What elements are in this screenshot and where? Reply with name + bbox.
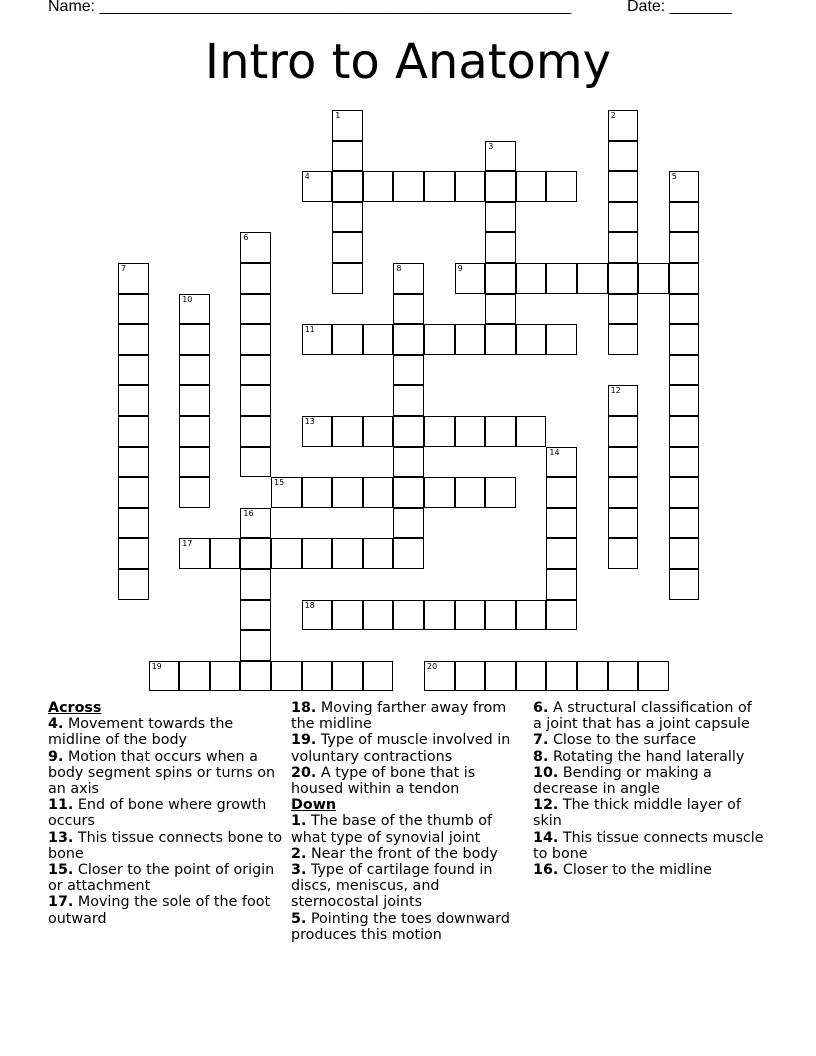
crossword-cell[interactable]	[179, 477, 210, 508]
crossword-cell[interactable]	[302, 600, 333, 631]
crossword-cell[interactable]	[516, 171, 547, 202]
crossword-cell[interactable]	[455, 416, 486, 447]
crossword-cell[interactable]	[669, 171, 700, 202]
clues-column-3	[533, 700, 765, 878]
crossword-cell[interactable]	[485, 477, 516, 508]
crossword-cell[interactable]	[118, 538, 149, 569]
clue-number-label: 16	[243, 508, 254, 518]
crossword-cell[interactable]	[485, 202, 516, 233]
clue-down-2: 2. Near the front of the body	[291, 845, 498, 862]
crossword-cell[interactable]	[332, 141, 363, 172]
crossword-cell[interactable]	[240, 508, 271, 539]
crossword-cell[interactable]	[240, 538, 271, 569]
page-title: Intro to Anatomy	[204, 34, 612, 90]
crossword-cell[interactable]	[302, 477, 333, 508]
crossword-cell[interactable]	[332, 232, 363, 263]
crossword-cell[interactable]	[516, 324, 547, 355]
crossword-cell[interactable]	[332, 324, 363, 355]
clue-number-label: 6	[243, 233, 249, 243]
clue-across-19: 19. Type of muscle involved in voluntary contractions	[291, 732, 511, 765]
clue-across-11: 11. End of bone where growth occurs	[48, 797, 267, 830]
crossword-cell[interactable]	[608, 508, 639, 539]
crossword-cell[interactable]	[608, 263, 639, 294]
crossword-cell[interactable]	[669, 416, 700, 447]
crossword-cell[interactable]	[669, 569, 700, 600]
crossword-cell[interactable]	[393, 385, 424, 416]
crossword-cell[interactable]	[516, 661, 547, 692]
clue-down-12: 12. The thick middle layer of skin	[533, 797, 741, 830]
clue-down-1: 1. The base of the thumb of what type of synovial joint	[291, 813, 493, 846]
crossword-cell[interactable]	[332, 538, 363, 569]
crossword-cell[interactable]	[393, 355, 424, 386]
crossword-cell[interactable]	[332, 600, 363, 631]
crossword-cell[interactable]	[393, 477, 424, 508]
crossword-cell[interactable]	[393, 324, 424, 355]
crossword-cell[interactable]	[546, 263, 577, 294]
clue-down-3: 3. Type of cartilage found in discs, meniscus, and sternocostal joints	[291, 862, 493, 911]
clue-down-5: 5. Pointing the toes downward produces this motion	[291, 910, 510, 943]
crossword-cell[interactable]	[485, 232, 516, 263]
crossword-cell[interactable]	[669, 355, 700, 386]
clue-number-label: 12	[610, 386, 621, 396]
crossword-cell[interactable]	[363, 600, 394, 631]
crossword-cell[interactable]	[669, 385, 700, 416]
clues-column-1	[48, 700, 284, 927]
crossword-cell[interactable]	[546, 600, 577, 631]
crossword-cell[interactable]	[608, 110, 639, 141]
crossword-cell[interactable]	[608, 477, 639, 508]
crossword-cell[interactable]	[577, 661, 608, 692]
crossword-cell[interactable]	[240, 385, 271, 416]
crossword-cell[interactable]	[608, 171, 639, 202]
crossword-cell[interactable]	[546, 569, 577, 600]
clue-down-14: 14. This tissue connects muscle to bone	[533, 829, 764, 862]
clue-across-13: 13. This tissue connects bone to bone	[48, 829, 283, 862]
crossword-cell[interactable]	[485, 141, 516, 172]
crossword-cell[interactable]	[271, 661, 302, 692]
crossword-cell[interactable]	[393, 171, 424, 202]
crossword-cell[interactable]	[332, 171, 363, 202]
crossword-cell[interactable]	[240, 569, 271, 600]
crossword-cell[interactable]	[393, 508, 424, 539]
clue-across-20: 20. A type of bone that is housed within a tendon	[291, 764, 476, 798]
crossword-cell[interactable]	[179, 447, 210, 478]
crossword-cell[interactable]	[393, 538, 424, 569]
crossword-cell[interactable]	[332, 202, 363, 233]
crossword-cell[interactable]	[669, 294, 700, 325]
clue-number-label: 14	[549, 447, 560, 457]
crossword-cell[interactable]	[240, 661, 271, 692]
crossword-cell[interactable]	[393, 600, 424, 631]
crossword-cell[interactable]	[332, 416, 363, 447]
crossword-cell[interactable]	[455, 171, 486, 202]
crossword-cell[interactable]	[485, 600, 516, 631]
crossword-cell[interactable]	[240, 355, 271, 386]
clue-number-label: 11	[304, 325, 315, 335]
crossword-cell[interactable]	[302, 171, 333, 202]
crossword-cell[interactable]	[240, 447, 271, 478]
crossword-cell[interactable]	[240, 416, 271, 447]
crossword-cell[interactable]	[240, 263, 271, 294]
crossword-cell[interactable]	[393, 263, 424, 294]
crossword-cell[interactable]	[332, 477, 363, 508]
clue-number-label: 13	[304, 417, 315, 426]
crossword-cell[interactable]	[577, 263, 608, 294]
crossword-cell[interactable]	[485, 263, 516, 294]
crossword-cell[interactable]	[608, 385, 639, 416]
crossword-cell[interactable]	[669, 202, 700, 233]
crossword-cell[interactable]	[608, 661, 639, 692]
crossword-cell[interactable]	[179, 416, 210, 447]
crossword-cell[interactable]	[210, 661, 241, 692]
crossword-cell[interactable]	[546, 661, 577, 692]
crossword-cell[interactable]	[240, 324, 271, 355]
clue-number-label: 3	[488, 141, 494, 151]
crossword-cell[interactable]	[455, 600, 486, 631]
crossword-cell[interactable]	[669, 477, 700, 508]
crossword-cell[interactable]	[118, 324, 149, 355]
name-field-line: Name: _____________________________________________________	[48, 0, 572, 15]
crossword-cell[interactable]	[363, 538, 394, 569]
crossword-cell[interactable]	[118, 508, 149, 539]
crossword-cell[interactable]	[424, 171, 455, 202]
crossword-cell[interactable]	[546, 508, 577, 539]
clue-number-label: 2	[610, 111, 616, 120]
crossword-cell[interactable]	[363, 324, 394, 355]
crossword-cell[interactable]	[424, 661, 455, 692]
crossword-cell[interactable]	[302, 661, 333, 692]
clue-number-label: 20	[427, 661, 438, 671]
crossword-cell[interactable]	[118, 385, 149, 416]
crossword-cell[interactable]	[485, 661, 516, 692]
clue-number-label: 5	[671, 172, 677, 182]
clue-down-8: 8. Rotating the hand laterally	[533, 748, 745, 765]
crossword-cell[interactable]	[210, 538, 241, 569]
crossword-cell[interactable]	[302, 538, 333, 569]
crossword-cell[interactable]	[240, 232, 271, 263]
crossword-cell[interactable]	[485, 294, 516, 325]
across-heading: Across	[48, 700, 102, 716]
crossword-cell[interactable]	[271, 538, 302, 569]
crossword-cell[interactable]	[455, 263, 486, 294]
crossword-cell[interactable]	[179, 661, 210, 692]
crossword-cell[interactable]	[608, 202, 639, 233]
crossword-cell[interactable]	[638, 661, 669, 692]
crossword-cell[interactable]	[608, 416, 639, 447]
crossword-cell[interactable]	[393, 294, 424, 325]
crossword-cell[interactable]	[669, 324, 700, 355]
crossword-cell[interactable]	[546, 477, 577, 508]
date-field-line: Date: _______	[627, 0, 732, 15]
crossword-cell[interactable]	[179, 294, 210, 325]
clue-down-10: 10. Bending or making a decrease in angle	[533, 764, 712, 798]
crossword-cell[interactable]	[332, 263, 363, 294]
clues-column-2	[291, 700, 527, 943]
clue-number-label: 9	[457, 264, 463, 273]
crossword-cell[interactable]	[271, 477, 302, 508]
clue-number-label: 10	[182, 294, 193, 304]
crossword-cell[interactable]	[149, 661, 180, 692]
crossword-cell[interactable]	[608, 538, 639, 569]
crossword-cell[interactable]	[516, 416, 547, 447]
crossword-cell[interactable]	[669, 508, 700, 539]
crossword-cell[interactable]	[118, 263, 149, 294]
crossword-cell[interactable]	[608, 141, 639, 172]
clue-number-label: 1	[335, 111, 341, 120]
crossword-cell[interactable]	[393, 447, 424, 478]
crossword-cell[interactable]	[118, 355, 149, 386]
crossword-cell[interactable]	[302, 416, 333, 447]
crossword-cell[interactable]	[546, 171, 577, 202]
crossword-cell[interactable]	[669, 538, 700, 569]
crossword-cell[interactable]	[516, 263, 547, 294]
crossword-cell[interactable]	[669, 232, 700, 263]
clue-number-label: 15	[274, 478, 285, 488]
crossword-cell[interactable]	[516, 600, 547, 631]
clue-across-18: 18. Moving farther away from the midline	[291, 700, 507, 733]
crossword-cell[interactable]	[332, 661, 363, 692]
crossword-cell[interactable]	[424, 477, 455, 508]
crossword-cell[interactable]	[302, 324, 333, 355]
clue-down-16: 16. Closer to the midline	[533, 862, 712, 879]
clue-number-label: 4	[304, 172, 310, 182]
crossword-cell[interactable]	[363, 477, 394, 508]
crossword-cell[interactable]	[608, 294, 639, 325]
crossword-cell[interactable]	[118, 416, 149, 447]
crossword-cell[interactable]	[118, 447, 149, 478]
crossword-cell[interactable]	[608, 232, 639, 263]
clue-down-7: 7. Close to the surface	[533, 732, 697, 749]
crossword-cell[interactable]	[608, 447, 639, 478]
crossword-cell[interactable]	[179, 385, 210, 416]
clue-down-6: 6. A structural classification of a joint that has a joint capsule	[533, 700, 752, 733]
crossword-cell[interactable]	[638, 263, 669, 294]
crossword-cell[interactable]	[118, 294, 149, 325]
crossword-cell[interactable]	[669, 447, 700, 478]
clue-number-label: 7	[121, 264, 127, 273]
crossword-cell[interactable]	[179, 538, 210, 569]
crossword-cell[interactable]	[455, 661, 486, 692]
clue-across-4: 4. Movement towards the midline of the body	[48, 716, 234, 749]
crossword-cell[interactable]	[363, 416, 394, 447]
crossword-cell[interactable]	[118, 569, 149, 600]
crossword-cell[interactable]	[240, 600, 271, 631]
crossword-cell[interactable]	[393, 416, 424, 447]
crossword-cell[interactable]	[363, 171, 394, 202]
crossword-cell[interactable]	[179, 324, 210, 355]
crossword-cell[interactable]	[424, 324, 455, 355]
crossword-cell[interactable]	[363, 661, 394, 692]
crossword-cell[interactable]	[455, 324, 486, 355]
clue-number-label: 8	[396, 264, 402, 273]
down-heading: Down	[291, 797, 337, 814]
crossword-cell[interactable]	[455, 477, 486, 508]
clue-across-15: 15. Closer to the point of origin or attachment	[48, 862, 275, 895]
crossword-cell[interactable]	[118, 477, 149, 508]
crossword-cell[interactable]	[546, 324, 577, 355]
crossword-cell[interactable]	[240, 294, 271, 325]
crossword-cell[interactable]	[669, 263, 700, 294]
crossword-cell[interactable]	[424, 600, 455, 631]
crossword-cell[interactable]	[608, 324, 639, 355]
clue-number-label: 18	[304, 600, 315, 610]
crossword-cell[interactable]	[485, 171, 516, 202]
clue-across-17: 17. Moving the sole of the foot outward	[48, 894, 271, 927]
crossword-cell[interactable]	[240, 630, 271, 661]
clue-across-9: 9. Motion that occurs when a body segment spins or turns on an axis	[48, 748, 276, 798]
crossword-cell[interactable]	[332, 110, 363, 141]
crossword-cell[interactable]	[546, 447, 577, 478]
crossword-cell[interactable]	[485, 416, 516, 447]
crossword-cell[interactable]	[546, 538, 577, 569]
crossword-cell[interactable]	[485, 324, 516, 355]
crossword-cell[interactable]	[424, 416, 455, 447]
clue-number-label: 17	[182, 539, 193, 549]
clue-number-label: 19	[151, 661, 162, 671]
crossword-cell[interactable]	[179, 355, 210, 386]
